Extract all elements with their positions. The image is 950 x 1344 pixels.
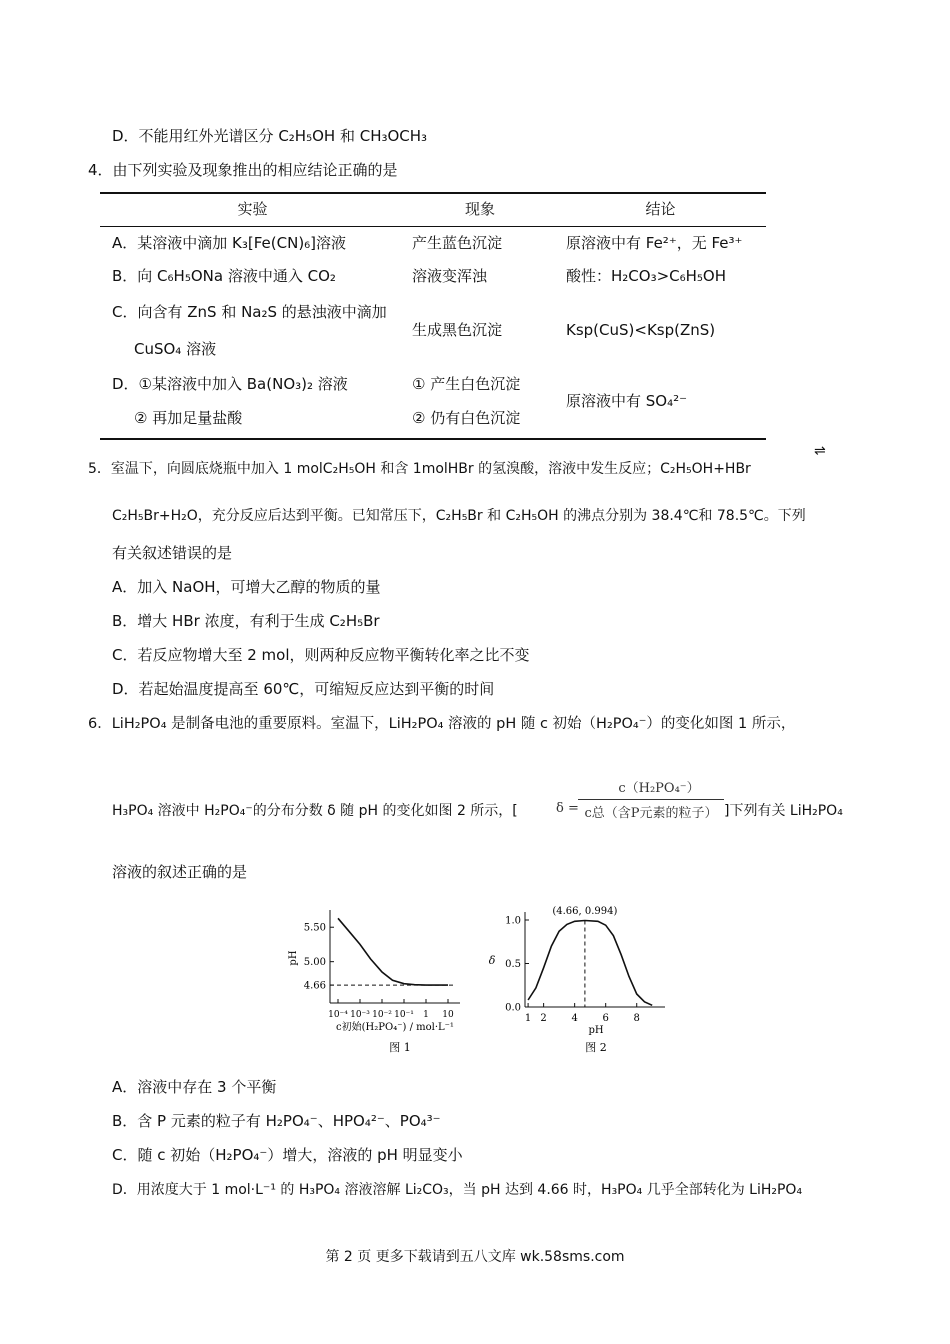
fig1-y-tick-label: 4.66 [303, 980, 326, 992]
row-c-phenomenon: 生成黑色沉淀 [412, 321, 503, 339]
fig2-caption: 图 2 [585, 1041, 607, 1054]
table-header-experiment: 实验 [237, 200, 268, 218]
q6-line2-right: ]下列有关 LiH₂PO₄ [724, 803, 843, 819]
equilibrium-arrow: ⇌ [814, 443, 826, 459]
fig1-x-tick-label: 10⁻¹ [394, 1010, 414, 1020]
fig2-curve [528, 921, 652, 1006]
q6-line2-left: H₃PO₄ 溶液中 H₂PO₄⁻的分布分数 δ 随 pH 的变化如图 2 所示，[ [112, 803, 518, 819]
fraction-numerator: c（H₂PO₄⁻） [618, 781, 700, 796]
table-header-phenomenon: 现象 [464, 200, 495, 218]
q4-stem: 4．由下列实验及现象推出的相应结论正确的是 [88, 161, 398, 179]
q6-option-c: C．随 c 初始（H₂PO₄⁻）增大，溶液的 pH 明显变小 [112, 1146, 463, 1164]
row-c-experiment-line2: CuSO₄ 溶液 [134, 340, 217, 358]
row-a-phenomenon: 产生蓝色沉淀 [412, 234, 503, 252]
fig1-caption: 图 1 [389, 1041, 411, 1054]
row-c-experiment-line1: C．向含有 ZnS 和 Na₂S 的悬浊液中滴加 [112, 303, 387, 321]
q6-option-d: D．用浓度大于 1 mol·L⁻¹ 的 H₃PO₄ 溶液溶解 Li₂CO₃，当 pH 达到 4.66 时，H₃PO₄ 几乎全部转化为 LiH₂PO₄ [112, 1182, 803, 1198]
fig2-x-label: pH [588, 1025, 604, 1036]
row-d-experiment-line1: D．①某溶液中加入 Ba(NO₃)₂ 溶液 [112, 375, 348, 393]
fig1-x-tick-label: 10⁻³ [350, 1010, 370, 1020]
fraction-lhs: δ = [556, 801, 579, 816]
table-bottom-rule [100, 438, 766, 440]
fig1-x-tick-label: 1 [423, 1010, 429, 1020]
figure-2 [489, 906, 665, 1054]
fig2-y-tick-label: 0.5 [505, 959, 521, 970]
figure-1 [288, 910, 460, 1054]
q6-line1: 6．LiH₂PO₄ 是制备电池的重要原料。室温下，LiH₂PO₄ 溶液的 pH 随 c 初始（H₂PO₄⁻）的变化如图 1 所示， [88, 716, 796, 732]
row-d-phenomenon-2: ② 仍有白色沉淀 [412, 409, 521, 427]
fig1-x-tick-label: 10⁻⁴ [328, 1010, 348, 1020]
fig2-x-tick-label: 2 [540, 1013, 547, 1024]
fraction-bar [578, 799, 724, 800]
table-top-rule [100, 192, 766, 194]
fig2-x-tick-label: 8 [633, 1013, 640, 1024]
fig2-y-tick-label: 1.0 [505, 915, 521, 927]
fig2-x-tick-label: 1 [524, 1013, 532, 1024]
fig1-x-tick-label: 10 [442, 1010, 454, 1020]
fig2-x-tick-label: 4 [571, 1013, 578, 1024]
fig2-y-label: δ [488, 954, 496, 967]
q6-option-a: A．溶液中存在 3 个平衡 [112, 1078, 277, 1096]
fig1-x-label: c初始(H₂PO₄⁻) / mol·L⁻¹ [336, 1022, 454, 1033]
row-d-conclusion: 原溶液中有 SO₄²⁻ [566, 392, 688, 410]
q3-option-d: D．不能用红外光谱区分 C₂H₅OH 和 CH₃OCH₃ [112, 127, 428, 145]
fig1-y-tick-label: 5.00 [303, 957, 326, 969]
q5-line2: C₂H₅Br+H₂O，充分反应后达到平衡。已知常压下，C₂H₅Br 和 C₂H₅OH 的沸点分别为 38.4℃和 78.5℃。下列 [112, 508, 806, 524]
q5-line3: 有关叙述错误的是 [112, 544, 233, 562]
fig1-x-tick-label: 10⁻² [372, 1010, 392, 1020]
row-b-conclusion: 酸性：H₂CO₃>C₆H₅OH [566, 267, 727, 285]
row-b-phenomenon: 溶液变浑浊 [412, 267, 488, 285]
figures [290, 900, 690, 1065]
fig1-curve [338, 918, 448, 985]
row-a-conclusion: 原溶液中有 Fe²⁺，无 Fe³⁺ [566, 234, 743, 252]
table-header-rule [100, 226, 766, 227]
table-header-conclusion: 结论 [645, 200, 676, 218]
row-b-experiment: B．向 C₆H₅ONa 溶液中通入 CO₂ [112, 267, 336, 285]
page-footer: 第 2 页 更多下载请到五八文库 wk.58sms.com [325, 1249, 625, 1265]
q5-option-d: D．若起始温度提高至 60℃，可缩短反应达到平衡的时间 [112, 680, 495, 698]
fig2-x-tick-label: 6 [602, 1013, 609, 1024]
q6-line3: 溶液的叙述正确的是 [112, 863, 248, 881]
fig2-annotation: (4.66, 0.994) [552, 906, 618, 917]
row-d-experiment-line2: ② 再加足量盐酸 [134, 409, 243, 427]
fig1-y-tick-label: 5.50 [303, 922, 326, 934]
q5-option-b: B．增大 HBr 浓度，有利于生成 C₂H₅Br [112, 612, 380, 630]
q5-line1: 5．室温下，向圆底烧瓶中加入 1 molC₂H₅OH 和含 1molHBr 的氢溴酸，溶液中发生反应；C₂H₅OH+HBr [88, 461, 751, 477]
row-d-phenomenon-1: ① 产生白色沉淀 [412, 375, 521, 393]
fig1-y-label: pH [288, 950, 299, 966]
row-a-experiment: A．某溶液中滴加 K₃[Fe(CN)₆]溶液 [112, 234, 347, 252]
fig2-y-tick-label: 0.0 [505, 1002, 521, 1014]
q5-option-c: C．若反应物增大至 2 mol，则两种反应物平衡转化率之比不变 [112, 646, 530, 664]
fraction-denominator: c总（含P元素的粒子） [584, 806, 718, 821]
row-c-conclusion: Ksp(CuS)<Ksp(ZnS) [566, 321, 716, 339]
q6-option-b: B．含 P 元素的粒子有 H₂PO₄⁻、HPO₄²⁻、PO₄³⁻ [112, 1112, 441, 1130]
q5-option-a: A．加入 NaOH，可增大乙醇的物质的量 [112, 578, 381, 596]
